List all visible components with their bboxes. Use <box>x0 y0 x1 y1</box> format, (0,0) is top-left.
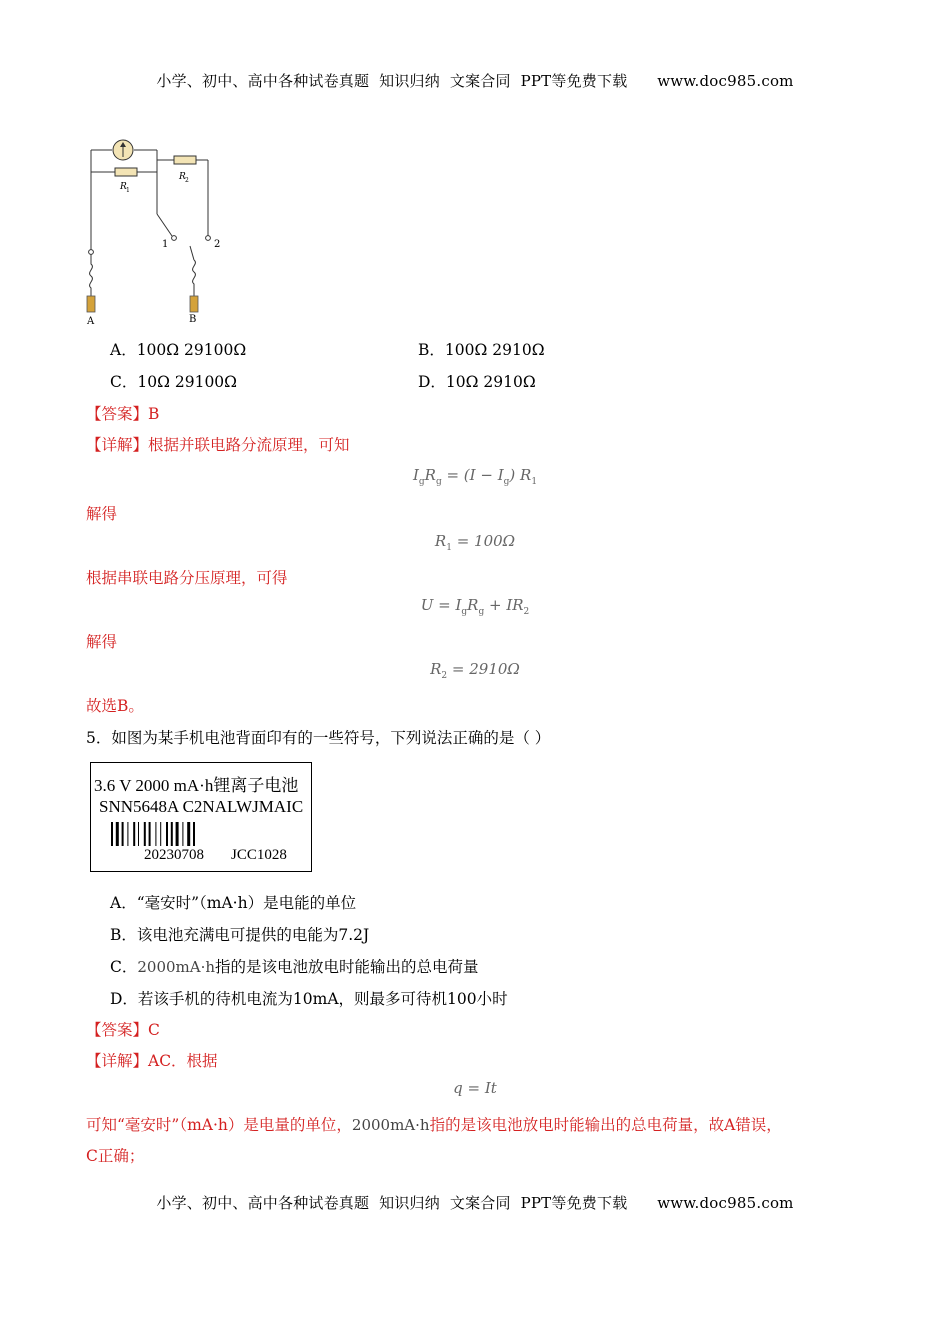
q5-explanation-math: 2000mA·h <box>351 1116 430 1134</box>
barcode-bar <box>149 822 151 846</box>
q5-option-c <box>110 955 479 977</box>
q4-equation-1: $I_gR_g = (I - I_g)$ $R_1$ <box>412 466 538 487</box>
q5-stem: 5．如图为某手机电池背面印有的一些符号，下列说法正确的是（ ） <box>86 729 551 747</box>
barcode-bar <box>133 822 135 846</box>
q5-explanation-line-1 <box>86 1113 782 1135</box>
q4-solve-2: 解得 <box>86 633 118 651</box>
barcode-icon <box>111 822 261 846</box>
circuit-diagram <box>82 132 232 332</box>
q4-option-b: B．100Ω 2910Ω <box>418 341 545 359</box>
q5-option-c-math: 2000mA·h <box>137 958 216 976</box>
battery-label-code: JCC1028 <box>231 847 287 863</box>
q5-explanation-line-2: C正确； <box>86 1147 145 1165</box>
q5-option-b: B．该电池充满电可提供的电能为7.2J <box>110 926 370 944</box>
q5-explanation-a: 可知“毫安时”（mA·h）是电量的单位， <box>86 1116 352 1134</box>
q4-option-a: A．100Ω 29100Ω <box>110 341 247 359</box>
q4-equation-2: $R_1 = 100\Omega$ <box>434 532 516 553</box>
barcode-bar <box>176 822 179 846</box>
barcode-bar <box>187 822 190 846</box>
terminal-2-label: 2 <box>214 239 221 250</box>
barcode-bar <box>116 822 119 846</box>
barcode-bar <box>111 822 113 846</box>
barcode-bar <box>182 822 183 846</box>
barcode-bar <box>160 822 161 846</box>
q5-option-d: D．若该手机的待机电流为10mA，则最多可待机100小时 <box>110 990 508 1008</box>
page-footer: 小学、初中、高中各种试卷真题 知识归纳 文案合同 PPT等免费下载 www.doc985.com <box>156 1194 794 1212</box>
battery-label-line-2: SNN5648A C2NALWJMAIC <box>99 797 304 816</box>
barcode-bar <box>122 822 124 846</box>
battery-label-line-1: 3.6 V 2000 mA·h锂离子电池 <box>94 776 299 795</box>
battery-label <box>90 762 312 872</box>
q5-answer: 【答案】C <box>86 1021 160 1039</box>
barcode-bar <box>193 822 195 846</box>
barcode-bar <box>166 822 168 846</box>
battery-label-date: 20230708 <box>144 847 204 863</box>
r2-label: R <box>179 172 186 182</box>
r1-label: R <box>120 182 127 192</box>
r2-subscript: 2 <box>185 177 189 184</box>
q4-solve-1: 解得 <box>86 505 118 523</box>
q4-option-d: D．10Ω 2910Ω <box>418 373 536 391</box>
q4-answer: 【答案】B <box>86 405 160 423</box>
q4-equation-3: $U = I_gR_g + IR_2$ <box>420 596 530 617</box>
terminal-1-label: 1 <box>162 239 169 250</box>
probe-a-label: A <box>87 316 95 327</box>
barcode-bar <box>171 822 173 846</box>
q5-option-a: A．“毫安时”（mA·h）是电能的单位 <box>110 894 357 912</box>
q5-explanation-b: 指的是该电池放电时能输出的总电荷量，故A错误， <box>429 1116 782 1134</box>
q4-option-c: C．10Ω 29100Ω <box>110 373 238 391</box>
q5-option-c-text: 指的是该电池放电时能输出的总电荷量 <box>215 958 479 976</box>
page-header: 小学、初中、高中各种试卷真题 知识归纳 文案合同 PPT等免费下载 www.doc985.com <box>156 72 794 90</box>
q4-detail-intro: 【详解】根据并联电路分流原理，可知 <box>86 436 350 454</box>
barcode-bar <box>155 822 156 846</box>
q4-conclusion: 故选B。 <box>86 697 144 715</box>
q4-series-text: 根据串联电路分压原理，可得 <box>86 569 288 587</box>
q4-equation-4: $R_2 = 2910\Omega$ <box>430 660 520 681</box>
barcode-bar <box>138 822 139 846</box>
q5-detail: 【详解】AC．根据 <box>86 1052 218 1070</box>
q5-option-c-prefix: C． <box>110 958 138 976</box>
r1-subscript: 1 <box>126 187 130 194</box>
probe-b-label: B <box>189 314 197 325</box>
q5-equation: q = It <box>453 1079 497 1097</box>
barcode-bar <box>144 822 146 846</box>
barcode-bar <box>127 822 128 846</box>
